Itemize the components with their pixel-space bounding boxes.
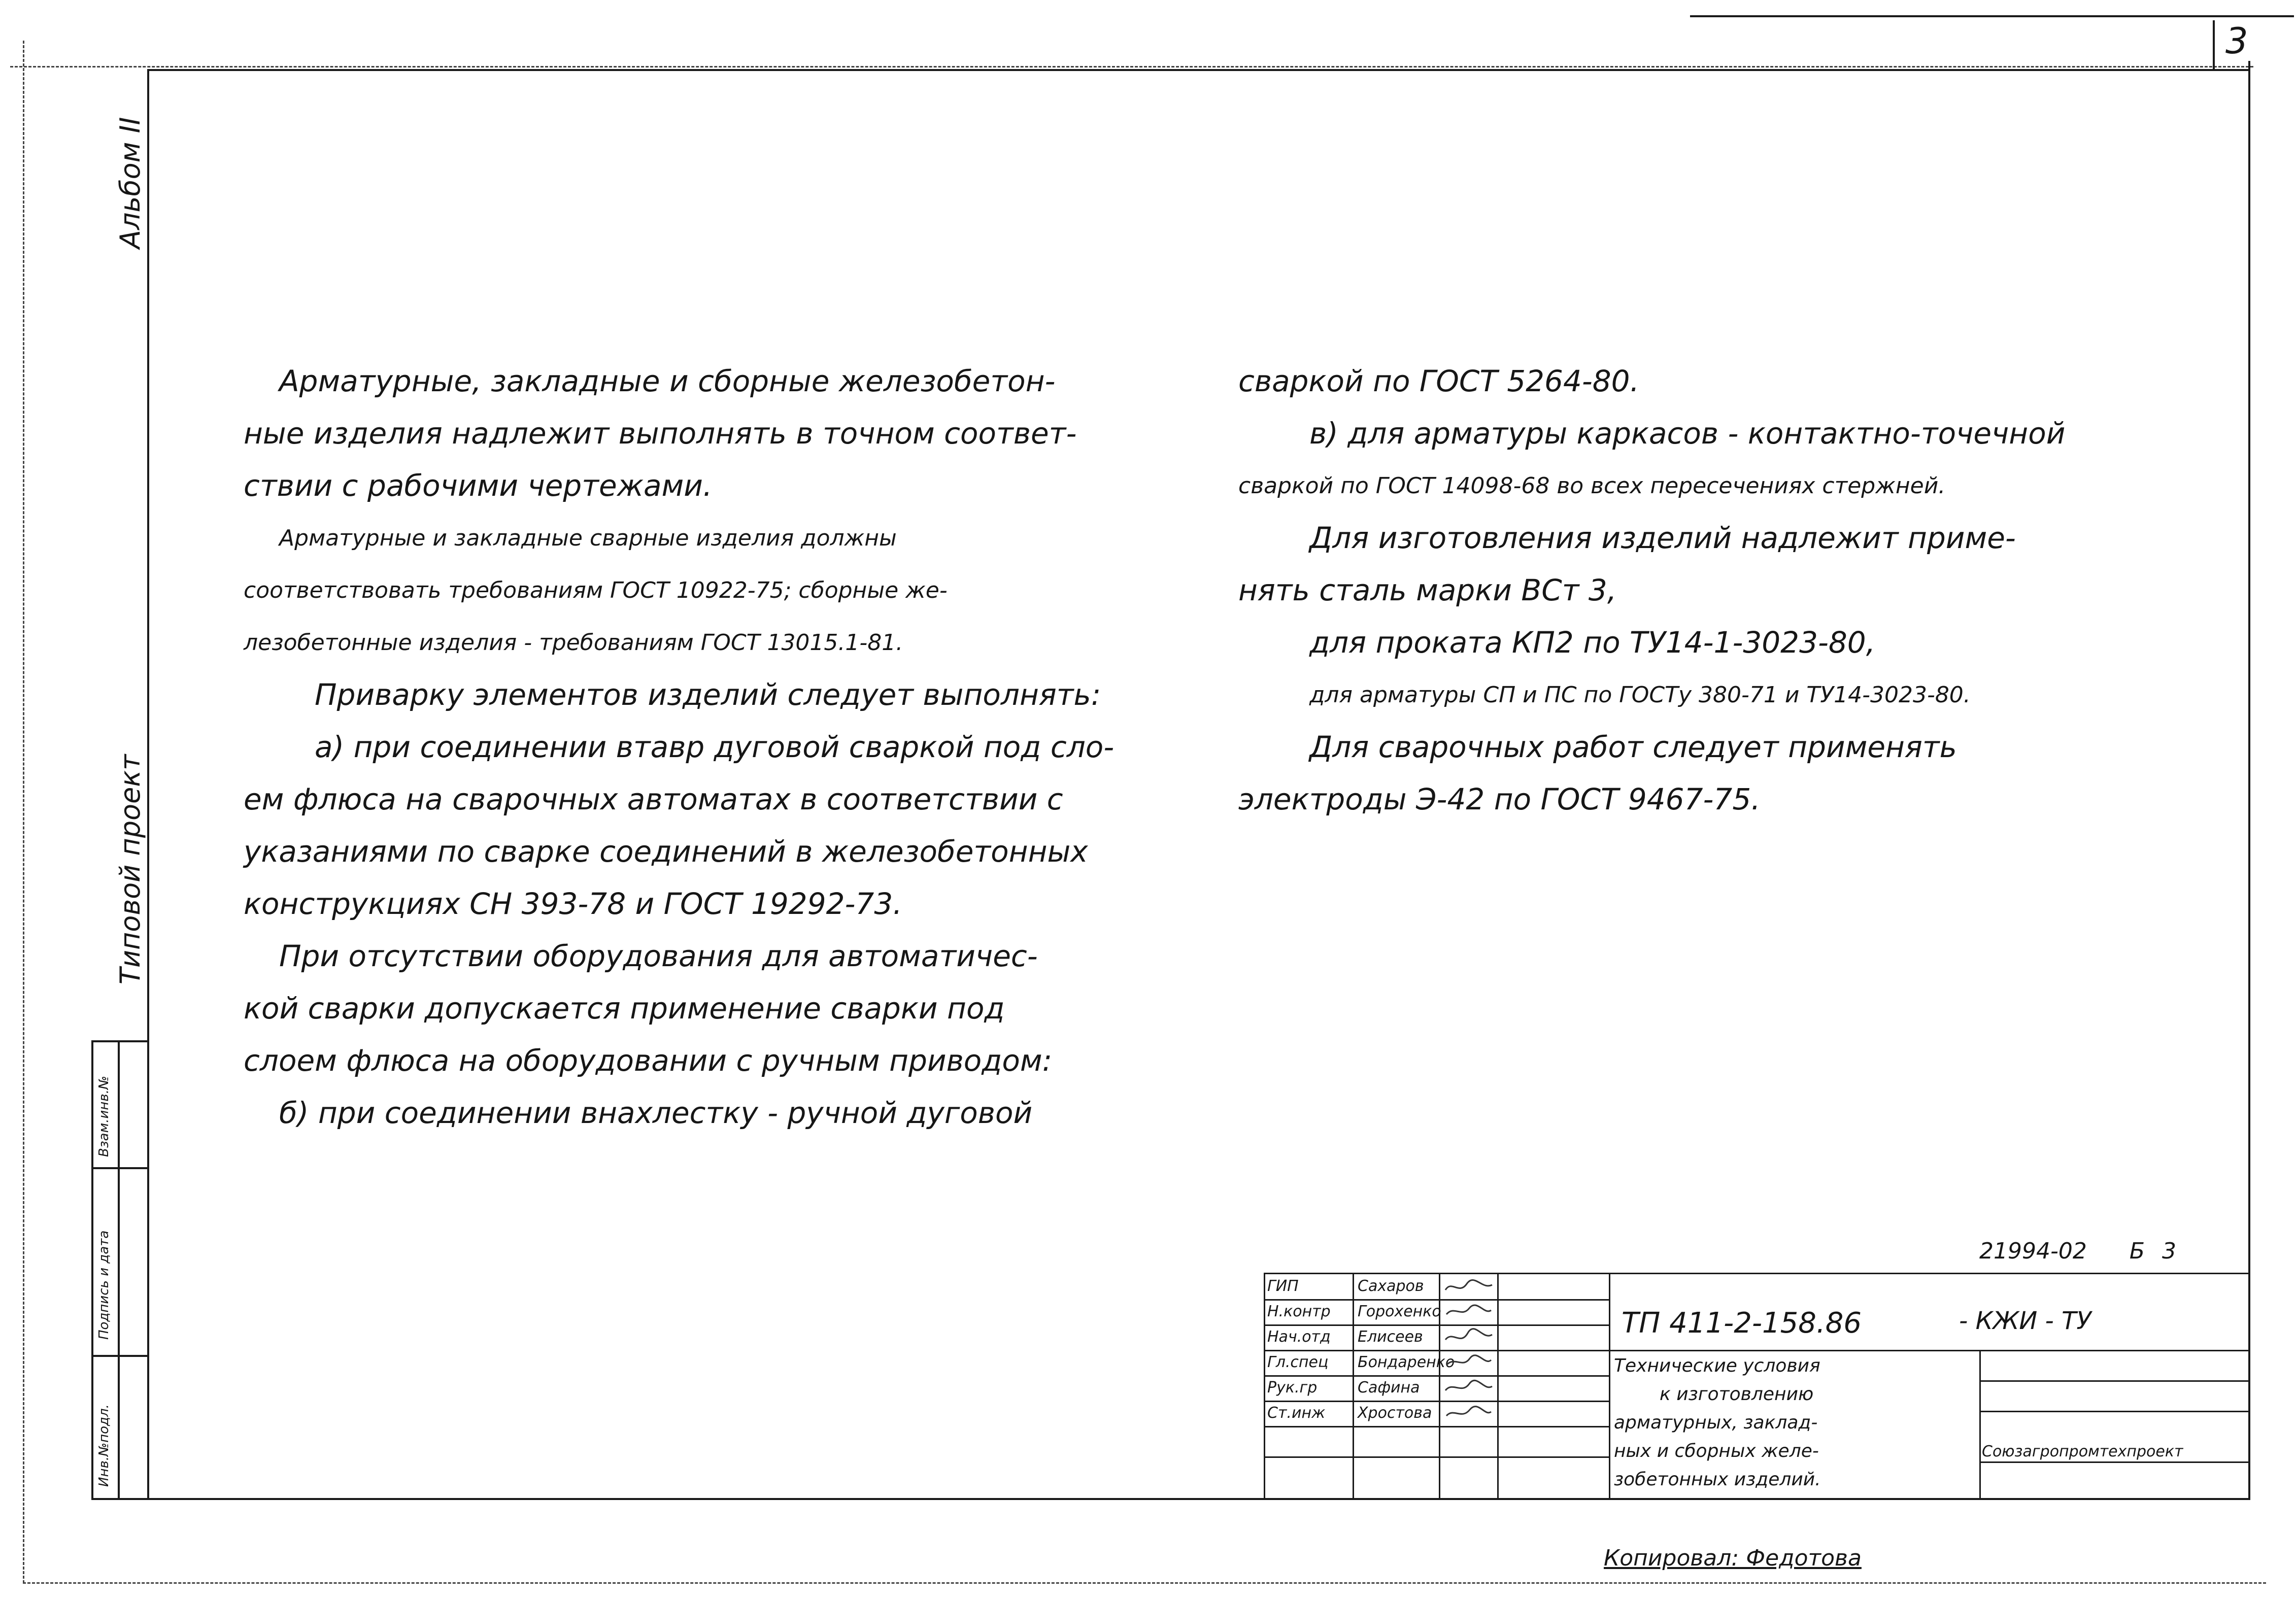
stamp-role-rukgr: Рук.гр bbox=[1267, 1379, 1318, 1397]
copied-by: Копировал: Федотова bbox=[1604, 1545, 1862, 1571]
left-column-line: ем флюса на сварочных автоматах в соответствии с bbox=[244, 782, 1063, 816]
right-column-line: Для сварочных работ следует применять bbox=[1309, 730, 1957, 764]
left-stamp-cell-sign: Подпись и дата bbox=[96, 1230, 112, 1340]
stamp-doc-code: - КЖИ - ТУ bbox=[1959, 1307, 2091, 1335]
stamp-name-2: Горохенко bbox=[1358, 1303, 1441, 1320]
right-column-line: сваркой по ГОСТ 5264-80. bbox=[1238, 364, 1640, 398]
stamp-row-2 bbox=[1264, 1324, 1609, 1326]
stamp-role-nkontr: Н.контр bbox=[1267, 1303, 1331, 1320]
left-column-line: указаниями по сварке соединений в железобетонных bbox=[244, 834, 1088, 869]
page-number: 3 bbox=[2225, 20, 2248, 62]
left-column-line: ствии с рабочими чертежами. bbox=[244, 468, 713, 503]
right-column-line: сваркой по ГОСТ 14098-68 во всех пересечениях стержней. bbox=[1238, 473, 1946, 499]
stamp-col-5 bbox=[1979, 1350, 1981, 1498]
signature-6 bbox=[1446, 1407, 1491, 1416]
stamp-row-1 bbox=[1264, 1299, 1609, 1301]
left-column-line: лезобетонные изделия - требованиям ГОСТ 13015.1-81. bbox=[244, 630, 903, 656]
stamp-row-6 bbox=[1264, 1426, 1609, 1427]
stamp-col-1 bbox=[1353, 1273, 1354, 1498]
stamp-title-line-2: к изготовлению bbox=[1660, 1384, 1814, 1405]
stamp-right-row-3 bbox=[1979, 1461, 2248, 1463]
left-column-line: конструкциях СН 393-78 и ГОСТ 19292-73. bbox=[244, 887, 902, 921]
left-column-line: Приварку элементов изделий следует выполнять: bbox=[315, 677, 1101, 712]
stamp-title-line-3: арматурных, заклад- bbox=[1614, 1412, 1818, 1433]
stamp-right-row-1 bbox=[1979, 1380, 2248, 1382]
stamp-project-code: ТП 411-2-158.86 bbox=[1622, 1307, 1862, 1340]
right-text-column bbox=[1238, 355, 2228, 826]
inner-frame-top bbox=[147, 69, 2248, 71]
stamp-name-6: Хростова bbox=[1358, 1404, 1432, 1422]
left-stamp-top bbox=[91, 1040, 147, 1042]
left-column-line: соответствовать требованиям ГОСТ 10922-75; сборные же- bbox=[244, 577, 948, 603]
project-type-label: Типовой проект bbox=[114, 754, 146, 984]
right-column-line: для арматуры СП и ПС по ГОСТу 380-71 и ТУ14-3023-80. bbox=[1309, 682, 1971, 708]
right-column-line: в) для арматуры каркасов - контактно-точечной bbox=[1309, 416, 2066, 451]
stamp-role-gip: ГИП bbox=[1267, 1277, 1299, 1295]
stamp-signatures bbox=[1441, 1275, 1497, 1427]
stamp-row-7 bbox=[1264, 1456, 1609, 1458]
left-column-line: слоем флюса на оборудовании с ручным приводом: bbox=[244, 1043, 1053, 1078]
stamp-left bbox=[1264, 1273, 1265, 1498]
stamp-top bbox=[1264, 1273, 2248, 1274]
signature-2 bbox=[1446, 1305, 1491, 1314]
stamp-row-5 bbox=[1264, 1401, 1609, 1402]
sheet-code-number: 21994-02 bbox=[1979, 1238, 2087, 1264]
stamp-role-nachotd: Нач.отд bbox=[1267, 1328, 1331, 1346]
left-text-column bbox=[244, 355, 1208, 1139]
stamp-name-3: Елисеев bbox=[1358, 1328, 1423, 1346]
stamp-row-4 bbox=[1264, 1375, 1609, 1377]
left-stamp-cell-inv: Инв.№подл. bbox=[96, 1404, 112, 1487]
right-column-line: Для изготовления изделий надлежит приме- bbox=[1309, 521, 2016, 555]
right-column-line: электроды Э-42 по ГОСТ 9467-75. bbox=[1238, 782, 1761, 816]
outer-frame-bottom bbox=[23, 1582, 2266, 1584]
left-column-line: При отсутствии оборудования для автоматичес- bbox=[279, 939, 1038, 973]
sheet-code bbox=[1979, 1238, 2176, 1264]
stamp-title-line-5: зобетонных изделий. bbox=[1614, 1469, 1821, 1490]
stamp-right-row-2 bbox=[1979, 1411, 2248, 1412]
outer-frame-left bbox=[23, 41, 24, 1583]
inner-frame-right bbox=[2248, 61, 2250, 1500]
left-column-line: Арматурные и закладные сварные изделия должны bbox=[279, 525, 897, 551]
left-stamp-div-1 bbox=[91, 1167, 147, 1169]
top-border-right bbox=[1690, 15, 2294, 17]
right-column-line: нять сталь марки ВСт 3, bbox=[1238, 573, 1617, 607]
album-label: Альбом II bbox=[114, 117, 146, 249]
stamp-title-line-1: Технические условия bbox=[1614, 1355, 1820, 1376]
sheet-mark: Б bbox=[2129, 1238, 2145, 1264]
left-stamp-div-2 bbox=[91, 1355, 147, 1357]
sheet-mark-number: 3 bbox=[2162, 1238, 2177, 1264]
stamp-col-3 bbox=[1497, 1273, 1499, 1498]
stamp-col-4 bbox=[1609, 1273, 1610, 1498]
stamp-role-stinzh: Ст.инж bbox=[1267, 1404, 1326, 1422]
left-stamp-cell-replace: Взам.инв.№ bbox=[96, 1076, 112, 1157]
left-column-line: б) при соединении внахлестку - ручной дуговой bbox=[279, 1096, 1033, 1130]
right-column-line: для проката КП2 по ТУ14-1-3023-80, bbox=[1309, 625, 1876, 660]
page-number-box-left bbox=[2213, 20, 2215, 69]
stamp-role-glspec: Гл.спец bbox=[1267, 1353, 1329, 1371]
left-column-line: Арматурные, закладные и сборные железобетон- bbox=[279, 364, 1056, 398]
left-stamp-left bbox=[91, 1040, 93, 1498]
stamp-title bbox=[1614, 1352, 1821, 1494]
signature-1 bbox=[1445, 1280, 1492, 1290]
left-column-line: ные изделия надлежит выполнять в точном соответ- bbox=[244, 416, 1077, 451]
signature-5 bbox=[1445, 1380, 1492, 1390]
left-stamp-mid bbox=[118, 1040, 120, 1498]
stamp-title-line-4: ных и сборных желе- bbox=[1614, 1441, 1819, 1461]
outer-frame-top bbox=[10, 66, 2253, 67]
inner-frame-left bbox=[147, 69, 149, 1500]
stamp-row-3 bbox=[1264, 1350, 2248, 1351]
stamp-organization: Союзагропромтехпроект bbox=[1982, 1443, 2183, 1460]
signature-3 bbox=[1445, 1329, 1492, 1340]
stamp-name-4: Бондаренко bbox=[1358, 1353, 1455, 1371]
left-column-line: а) при соединении втавр дуговой сваркой под сло- bbox=[315, 730, 1115, 764]
left-column-line: кой сварки допускается применение сварки под bbox=[244, 991, 1005, 1026]
stamp-name-5: Сафина bbox=[1358, 1379, 1420, 1397]
stamp-name-1: Сахаров bbox=[1358, 1277, 1424, 1295]
signature-4 bbox=[1446, 1355, 1491, 1365]
inner-frame-bottom bbox=[91, 1498, 2250, 1500]
